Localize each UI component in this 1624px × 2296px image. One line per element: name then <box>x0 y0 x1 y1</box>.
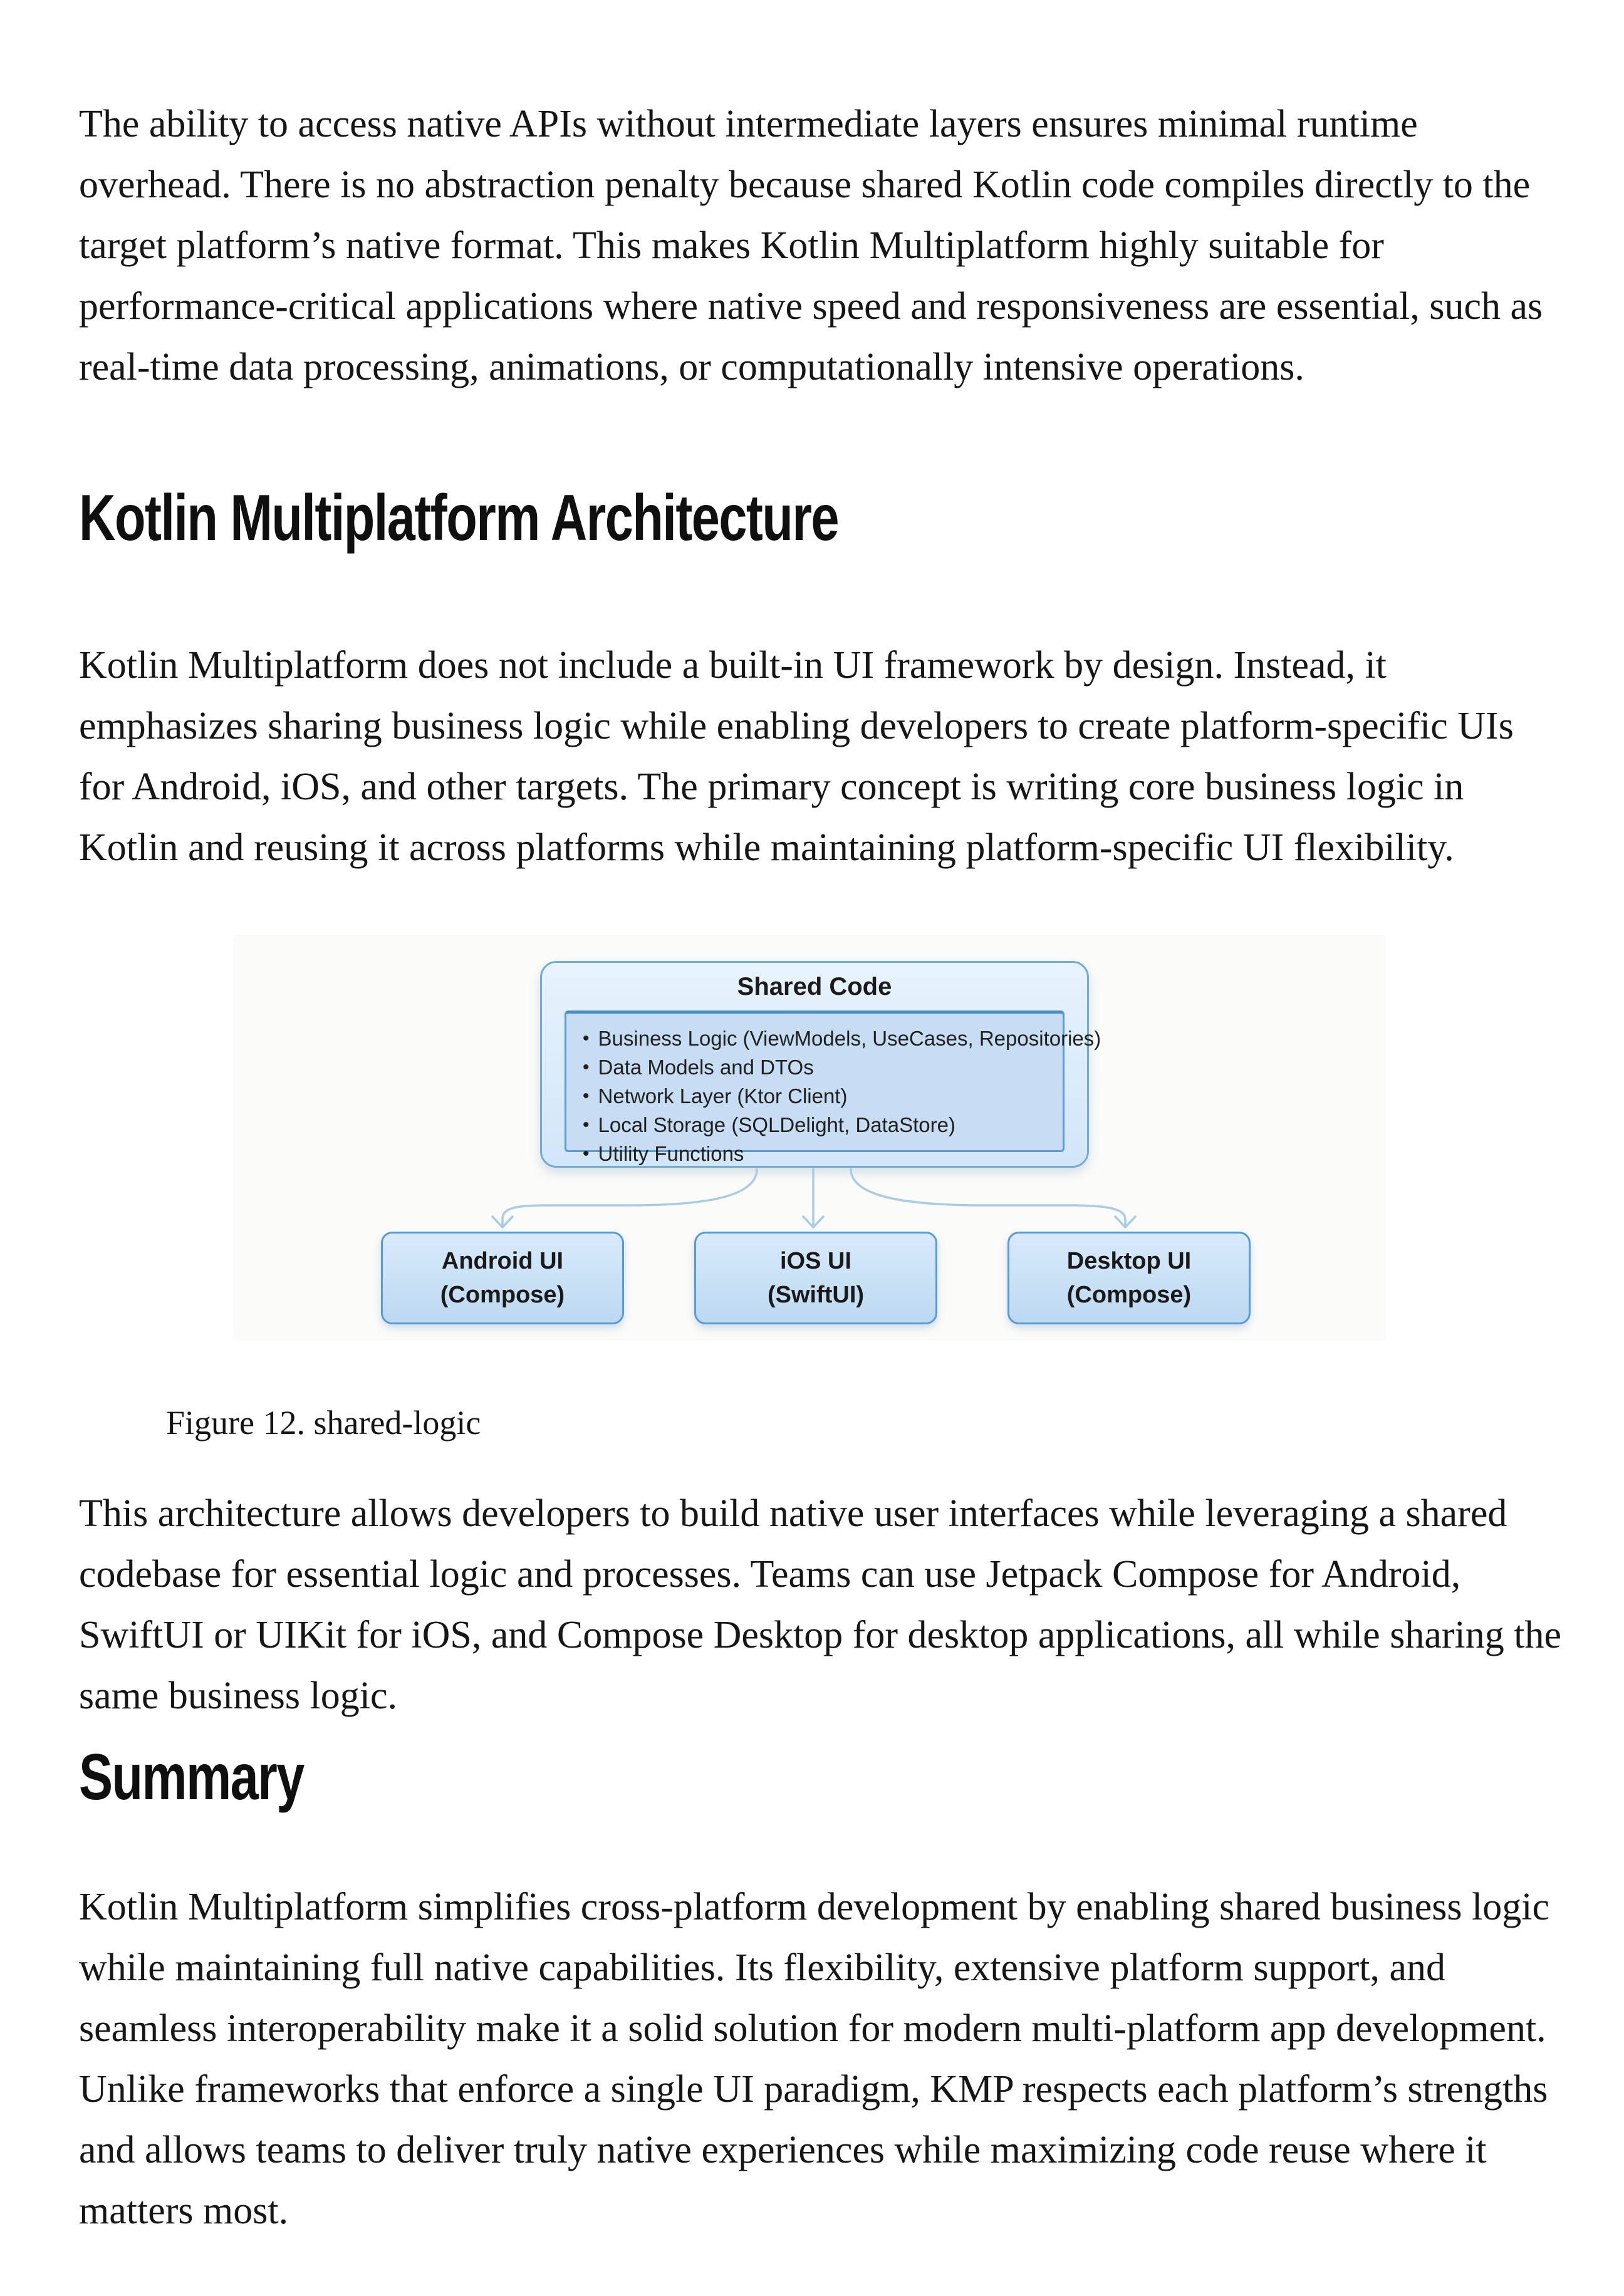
shared-code-title: Shared Code <box>737 973 892 1000</box>
paragraph-architecture-intro: Kotlin Multiplatform does not include a built-in UI framework by design. Instead, it emphasizes sharing business logic while enabling developers to create platform-specific UIs for Android, iOS, and other targets. The primary concept is writing core business logic in Kotlin and reusing it across platforms while maintaining platform-specific UI flexibility. <box>79 644 1514 869</box>
desktop-ui-sublabel: (Compose) <box>1066 1282 1192 1308</box>
diagram-bullet-item: • Network Layer (Ktor Client) <box>583 1083 1051 1111</box>
diagram-bullet-item: • Local Storage (SQLDelight, DataStore) <box>583 1111 1051 1140</box>
shared-code-items-panel <box>565 1010 1101 1165</box>
shared-code-box <box>540 961 1101 1168</box>
paragraph-native-performance: The ability to access native APIs without intermediate layers ensures minimal runtime overhead. There is no abstraction penalty because shared Kotlin code compiles directly to the target platform’s native format. This makes Kotlin Multiplatform highly suitable for performance-critical applications where native speed and responsiveness are essential, such as real-time data processing, animations, or computationally intensive operations. <box>79 103 1543 388</box>
figure-caption: Figure 12. shared-logic <box>166 1404 481 1441</box>
shared-code-bullet-list <box>583 1025 1101 1169</box>
diagram-bullet-item: • Data Models and DTOs <box>583 1054 1051 1083</box>
desktop-ui-label: Desktop UI <box>1066 1248 1192 1274</box>
architecture-diagram <box>233 935 1386 1341</box>
ios-ui-label: iOS UI <box>779 1248 852 1274</box>
diagram-bullet-item: • Business Logic (ViewModels, UseCases, Repositories) <box>583 1025 1051 1054</box>
desktop-ui-box <box>1007 1232 1251 1324</box>
heading-summary <box>79 1740 367 1816</box>
heading-kotlin-multiplatform-architecture <box>79 481 1053 556</box>
ios-ui-box <box>694 1232 937 1324</box>
paragraph-summary: Kotlin Multiplatform simplifies cross-platform development by enabling shared business logic while maintaining full native capabilities. Its flexibility, extensive platform support, and seamless interoperability make it a solid solution for modern multi-platform app development. Unlike frameworks that enforce a single UI paradigm, KMP respects each platform’s strengths and allows teams to deliver truly native experiences while maximizing code reuse where it matters most. <box>79 1886 1549 2232</box>
android-ui-box <box>381 1232 624 1324</box>
flow-arrows-icon <box>233 1168 1386 1233</box>
android-ui-label: Android UI <box>441 1248 564 1274</box>
android-ui-sublabel: (Compose) <box>440 1282 565 1308</box>
paragraph-architecture-benefits: This architecture allows developers to build native user interfaces while leveraging a shared codebase for essential logic and processes. Teams can use Jetpack Compose for Android, SwiftUI or UIKit for iOS, and Compose Desktop for desktop applications, all while sharing the same business logic. <box>79 1492 1561 1717</box>
heading-text: Kotlin Multiplatform Architecture <box>79 482 838 554</box>
diagram-bullet-item: • Utility Functions <box>583 1140 1051 1169</box>
ios-ui-sublabel: (SwiftUI) <box>767 1282 865 1308</box>
heading-text: Summary <box>79 1741 304 1814</box>
